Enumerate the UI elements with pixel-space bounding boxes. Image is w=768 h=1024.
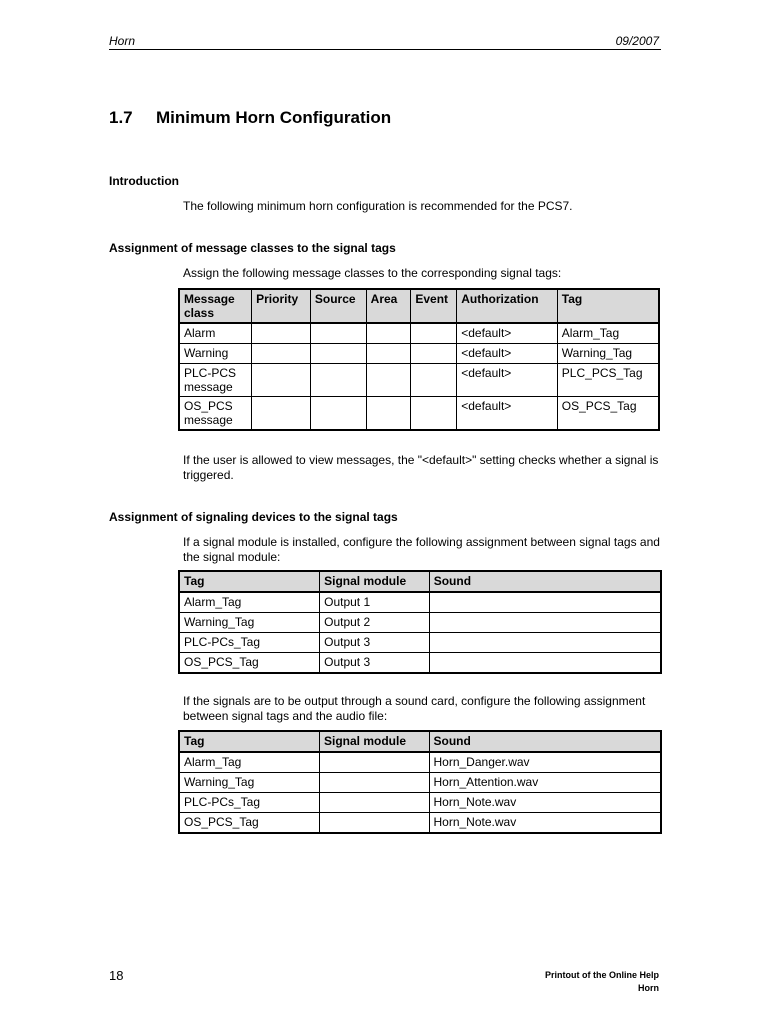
table-cell: PLC-PCs_Tag: [179, 793, 320, 813]
column-header: Event: [411, 289, 457, 323]
table-row: [179, 613, 661, 633]
column-header: Sound: [429, 571, 661, 592]
signaling-devices-heading: Assignment of signaling devices to the signal tags: [109, 510, 398, 524]
table-cell: [320, 793, 430, 813]
table-cell: [429, 592, 661, 613]
message-classes-table: [178, 288, 660, 431]
table-cell: [366, 323, 411, 344]
table-cell: [429, 653, 661, 674]
table-row: [179, 344, 659, 364]
table-header-row: [179, 289, 659, 323]
message-classes-heading: Assignment of message classes to the signal tags: [109, 241, 396, 255]
table-row: [179, 397, 659, 431]
table-cell: [320, 752, 430, 773]
table-cell: [310, 397, 366, 431]
table-header-row: [179, 731, 661, 752]
header-date: 09/2007: [615, 34, 659, 48]
message-classes-intro: Assign the following message classes to the corresponding signal tags:: [183, 266, 562, 280]
table-row: [179, 364, 659, 397]
table-cell: Horn_Note.wav: [429, 813, 661, 834]
table-cell: OS_PCS_Tag: [179, 813, 320, 834]
table-cell: [411, 397, 457, 431]
table-cell: [411, 323, 457, 344]
header-product: Horn: [109, 34, 136, 48]
column-header: Tag: [557, 289, 659, 323]
table-cell: [411, 364, 457, 397]
column-header: Signal module: [320, 731, 430, 752]
table-cell: <default>: [457, 364, 558, 397]
table-row: [179, 773, 661, 793]
table-row: [179, 323, 659, 344]
table-cell: Output 1: [320, 592, 430, 613]
default-setting-note: If the user is allowed to view messages, the "<default>" setting checks whether a signal is triggered.: [183, 453, 659, 482]
table-cell: PLC_PCS_Tag: [557, 364, 659, 397]
signal-module-intro: If a signal module is installed, configure the following assignment between signal tags and the signal module:: [183, 535, 660, 564]
table-cell: Warning_Tag: [179, 773, 320, 793]
column-header: Sound: [429, 731, 661, 752]
table-cell: PLC-PCS message: [179, 364, 252, 397]
table-cell: <default>: [457, 323, 558, 344]
column-header: Priority: [252, 289, 311, 323]
table-cell: [366, 397, 411, 431]
table-cell: Output 3: [320, 653, 430, 674]
table-cell: [310, 364, 366, 397]
column-header: Tag: [179, 571, 320, 592]
column-header: Signal module: [320, 571, 430, 592]
table-row: [179, 653, 661, 674]
table-cell: <default>: [457, 344, 558, 364]
column-header: Area: [366, 289, 411, 323]
column-header: Source: [310, 289, 366, 323]
sound-card-intro: If the signals are to be output through a sound card, configure the following assignment between signal tags and the audio file:: [183, 694, 646, 723]
signal-module-table: [178, 570, 662, 674]
table-cell: <default>: [457, 397, 558, 431]
column-header: Authorization: [457, 289, 558, 323]
table-cell: Horn_Note.wav: [429, 793, 661, 813]
table-cell: Alarm: [179, 323, 252, 344]
introduction-text: The following minimum horn configuration is recommended for the PCS7.: [183, 199, 573, 213]
table-row: [179, 592, 661, 613]
table-cell: Horn_Danger.wav: [429, 752, 661, 773]
table-cell: [252, 364, 311, 397]
table-cell: [429, 633, 661, 653]
header-rule: [109, 49, 661, 50]
footer-line-2: Horn: [638, 983, 659, 993]
table-row: [179, 633, 661, 653]
table-cell: Warning: [179, 344, 252, 364]
footer-line-1: Printout of the Online Help: [545, 970, 659, 980]
table-cell: Warning_Tag: [557, 344, 659, 364]
table-cell: Output 3: [320, 633, 430, 653]
column-header: Tag: [179, 731, 320, 752]
footer-source: [545, 969, 659, 995]
table-cell: OS_PCS_Tag: [179, 653, 320, 674]
table-cell: Alarm_Tag: [557, 323, 659, 344]
table-cell: [366, 364, 411, 397]
table-cell: Warning_Tag: [179, 613, 320, 633]
table-cell: Horn_Attention.wav: [429, 773, 661, 793]
table-cell: [429, 613, 661, 633]
table-cell: OS_PCS message: [179, 397, 252, 431]
column-header: Message class: [179, 289, 252, 323]
table-cell: [252, 323, 311, 344]
table-row: [179, 752, 661, 773]
introduction-heading: Introduction: [109, 174, 179, 188]
table-cell: Output 2: [320, 613, 430, 633]
sound-file-table: [178, 730, 662, 834]
table-cell: [252, 397, 311, 431]
table-row: [179, 813, 661, 834]
table-cell: [366, 344, 411, 364]
table-cell: Alarm_Tag: [179, 752, 320, 773]
table-row: [179, 793, 661, 813]
table-cell: Alarm_Tag: [179, 592, 320, 613]
table-cell: OS_PCS_Tag: [557, 397, 659, 431]
table-cell: [310, 323, 366, 344]
table-cell: [252, 344, 311, 364]
table-cell: [320, 813, 430, 834]
section-title: [109, 108, 391, 128]
section-title-text: Minimum Horn Configuration: [156, 108, 392, 127]
table-cell: [320, 773, 430, 793]
table-header-row: [179, 571, 661, 592]
table-cell: [411, 344, 457, 364]
page-number: 18: [109, 968, 124, 983]
table-cell: PLC-PCs_Tag: [179, 633, 320, 653]
table-cell: [310, 344, 366, 364]
section-number: 1.7: [109, 108, 133, 127]
